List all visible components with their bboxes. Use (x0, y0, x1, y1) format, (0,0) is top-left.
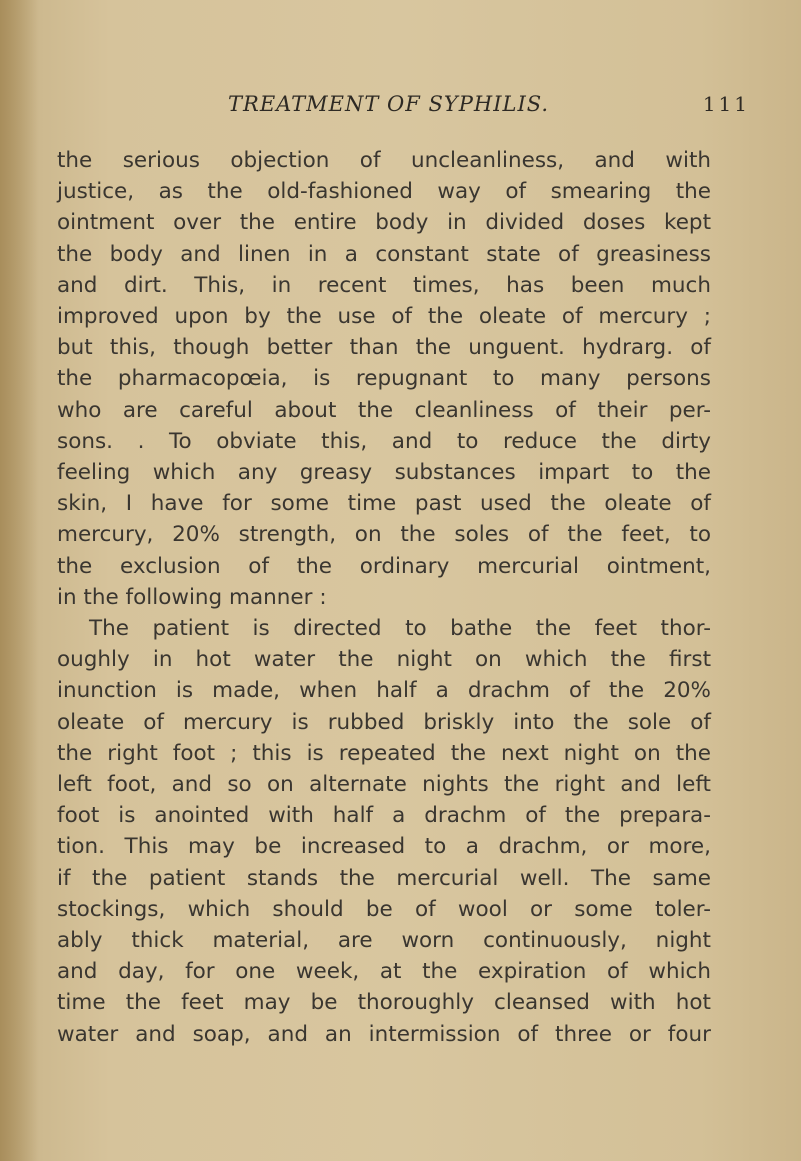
text-line: the exclusion of the ordinary mercurial ointment, (57, 553, 711, 579)
text-line: oughly in hot water the night on which the first (57, 647, 711, 673)
text-line: if the patient stands the mercurial well. The same (57, 865, 711, 891)
text-line: justice, as the old-fashioned way of smearing the (57, 179, 711, 205)
text-line: but this, though better than the unguent. hydrarg. of (57, 335, 711, 361)
text-line: left foot, and so on alternate nights the right and left (57, 772, 711, 798)
text-line: tion. This may be increased to a drachm, or more, (57, 834, 711, 860)
text-line: sons. . To obviate this, and to reduce the dirty (57, 428, 711, 454)
text-line: mercury, 20% strength, on the soles of the feet, to (57, 522, 711, 548)
text-line: and day, for one week, at the expiration of which (57, 959, 711, 985)
body-text (57, 145, 711, 1050)
text-line: the right foot ; this is repeated the next night on the (57, 740, 711, 766)
text-line: foot is anointed with half a drachm of the prepara- (57, 803, 711, 829)
text-line: ably thick material, are worn continuously, night (57, 928, 711, 954)
text-line: who are careful about the cleanliness of their per- (57, 397, 711, 423)
running-title: TREATMENT OF SYPHILIS. (228, 92, 550, 116)
text-line: ointment over the entire body in divided doses kept (57, 210, 711, 236)
text-line: improved upon by the use of the oleate of mercury ; (57, 304, 711, 330)
text-line: the body and linen in a constant state of greasiness (57, 241, 711, 267)
text-line: oleate of mercury is rubbed briskly into the sole of (57, 709, 711, 735)
running-head (60, 92, 750, 126)
paragraph-start-line: The patient is directed to bathe the feet thor- (89, 616, 711, 642)
text-line: the serious objection of uncleanliness, and with (57, 148, 711, 173)
text-line: feeling which any greasy substances impart to the (57, 460, 711, 486)
text-line: and dirt. This, in recent times, has been much (57, 272, 711, 298)
text-line: time the feet may be thoroughly cleansed with hot (57, 990, 711, 1016)
text-line: stockings, which should be of wool or some toler- (57, 896, 711, 922)
text-line: water and soap, and an intermission of three or four (57, 1021, 711, 1047)
text-line: the pharmacopœia, is repugnant to many persons (57, 366, 711, 392)
text-line: in the following manner : (57, 584, 327, 610)
text-line: skin, I have for some time past used the oleate of (57, 491, 711, 517)
page-number: 111 (702, 92, 750, 116)
text-line: inunction is made, when half a drachm of the 20% (57, 678, 711, 704)
